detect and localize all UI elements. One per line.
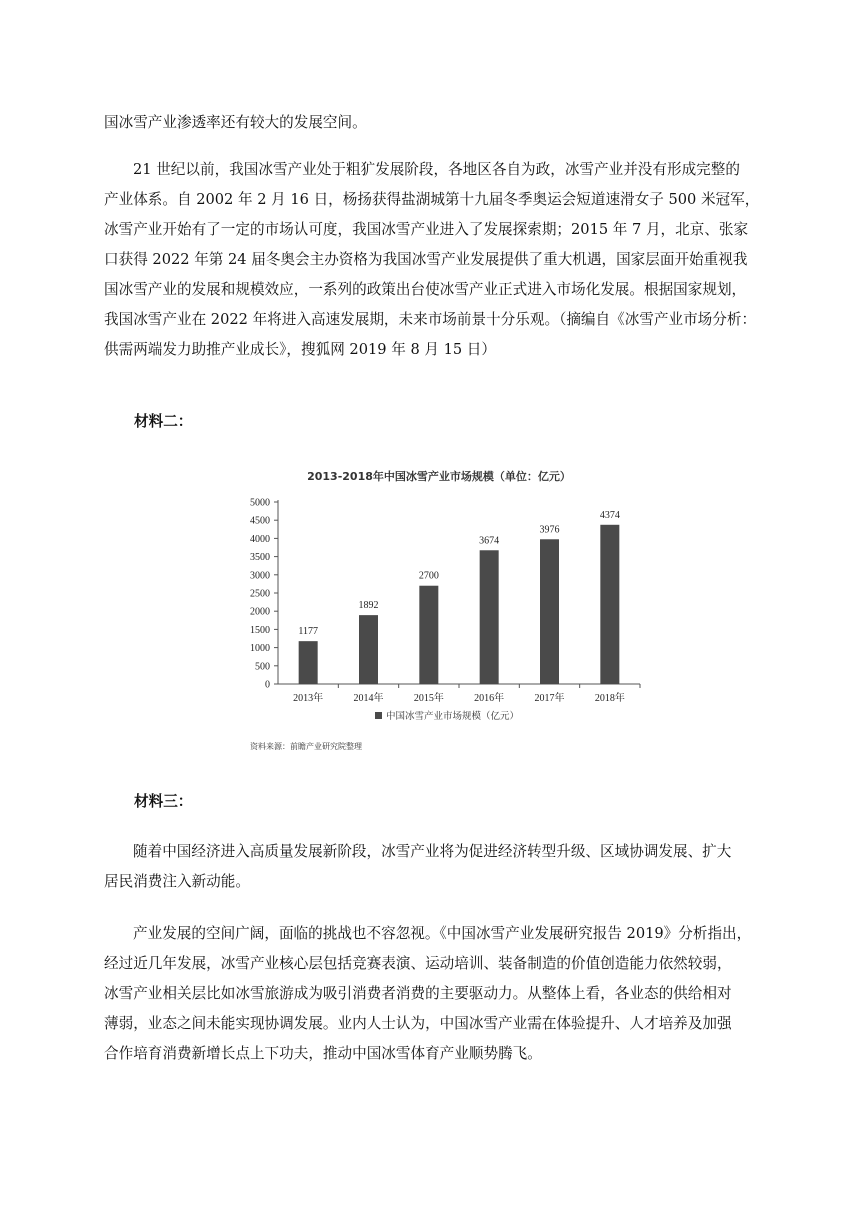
- text-line: 薄弱，业态之间未能实现协调发展。业内人士认为，中国冰雪产业需在体验提升、人才培养及加强: [104, 1015, 732, 1032]
- data-label: 1892: [358, 600, 379, 612]
- text-line: 经过近几年发展，冰雪产业核心层包括竞赛表演、运动培训、装备制造的价值创造能力依然较弱，: [104, 955, 732, 972]
- text-line: 国冰雪产业渗透率还有较大的发展空间。: [104, 114, 367, 131]
- y-tick-label: 4000: [250, 533, 270, 545]
- y-axis: [250, 498, 278, 691]
- x-tick-label: 2015年: [413, 693, 444, 704]
- legend-swatch: [375, 712, 382, 719]
- market-size-bar-chart: [230, 458, 650, 758]
- y-tick-label: 3500: [250, 552, 270, 564]
- x-tick-label: 2014年: [353, 693, 384, 704]
- y-tick-label: 500: [255, 661, 270, 673]
- text-line: 产业发展的空间广阔，面临的挑战也不容忽视。《中国冰雪产业发展研究报告 2019》分析指出，: [133, 925, 752, 942]
- text-line: 21 世纪以前，我国冰雪产业处于粗犷发展阶段，各地区各自为政，冰雪产业并没有形成完整的: [133, 161, 740, 178]
- y-tick-label: 4500: [250, 515, 270, 527]
- data-label: 3976: [539, 524, 560, 536]
- paragraph-history: [104, 155, 766, 365]
- bar: [419, 586, 438, 684]
- data-label: 2700: [418, 570, 439, 582]
- y-tick-label: 2500: [250, 588, 270, 600]
- bar: [359, 615, 378, 684]
- bar: [540, 539, 559, 684]
- bar: [480, 550, 499, 684]
- bar: [299, 641, 318, 684]
- data-label: 3674: [479, 535, 500, 547]
- legend-label: 中国冰雪产业市场规模（亿元）: [386, 711, 520, 722]
- paragraph-intro-end: [104, 108, 766, 138]
- chart-source-note: 资料来源：前瞻产业研究院整理: [250, 742, 362, 751]
- x-tick-label: 2013年: [293, 693, 324, 704]
- text-line: 产业体系。自 2002 年 2 月 16 日，杨扬获得盐湖城第十九届冬季奥运会短道速滑女子 500 米冠军，: [104, 191, 760, 208]
- heading-material-2: 材料二：: [134, 413, 193, 430]
- y-tick-label: 0: [265, 679, 270, 691]
- y-tick-label: 3000: [250, 570, 270, 582]
- legend: [375, 710, 519, 722]
- text-line: 冰雪产业开始有了一定的市场认可度，我国冰雪产业进入了发展探索期；2015 年 7 月，北京、张家: [104, 221, 749, 238]
- bar: [600, 525, 619, 684]
- y-tick-label: 1500: [250, 624, 270, 636]
- text-line: 供需两端发力助推产业成长》，搜狐网 2019 年 8 月 15 日）: [104, 341, 496, 358]
- text-line: 冰雪产业相关层比如冰雪旅游成为吸引消费者消费的主要驱动力。从整体上看，各业态的供给相对: [104, 985, 732, 1002]
- text-line: 合作培育消费新增长点上下功夫，推动中国冰雪体育产业顺势腾飞。: [104, 1045, 542, 1062]
- chart-title: 2013-2018年中国冰雪产业市场规模（单位：亿元）: [307, 470, 571, 483]
- paragraph-outlook: [104, 837, 766, 897]
- y-tick-label: 1000: [250, 643, 270, 655]
- y-tick-label: 5000: [250, 497, 270, 509]
- text-line: 口获得 2022 年第 24 届冬奥会主办资格为我国冰雪产业发展提供了重大机遇，国家层面开始重视我: [104, 251, 748, 268]
- x-tick-label: 2018年: [594, 693, 625, 704]
- text-line: 国冰雪产业的发展和规模效应，一系列的政策出台使冰雪产业正式进入市场化发展。根据国家规划，: [104, 281, 747, 298]
- data-label: 1177: [298, 626, 318, 638]
- bar-series: [298, 510, 619, 684]
- x-tick-label: 2016年: [474, 693, 505, 704]
- text-line: 我国冰雪产业在 2022 年将进入高速发展期，未来市场前景十分乐观。（摘编自《冰雪产业市场分析：: [104, 311, 757, 328]
- y-tick-label: 2000: [250, 606, 270, 618]
- x-tick-label: 2017年: [534, 693, 565, 704]
- data-label: 4374: [599, 509, 620, 521]
- text-line: 居民消费注入新动能。: [104, 873, 250, 890]
- heading-material-3: 材料三：: [134, 793, 193, 810]
- paragraph-challenges: [104, 919, 766, 1069]
- x-axis: [278, 684, 640, 704]
- text-line: 随着中国经济进入高质量发展新阶段，冰雪产业将为促进经济转型升级、区域协调发展、扩大: [133, 843, 732, 860]
